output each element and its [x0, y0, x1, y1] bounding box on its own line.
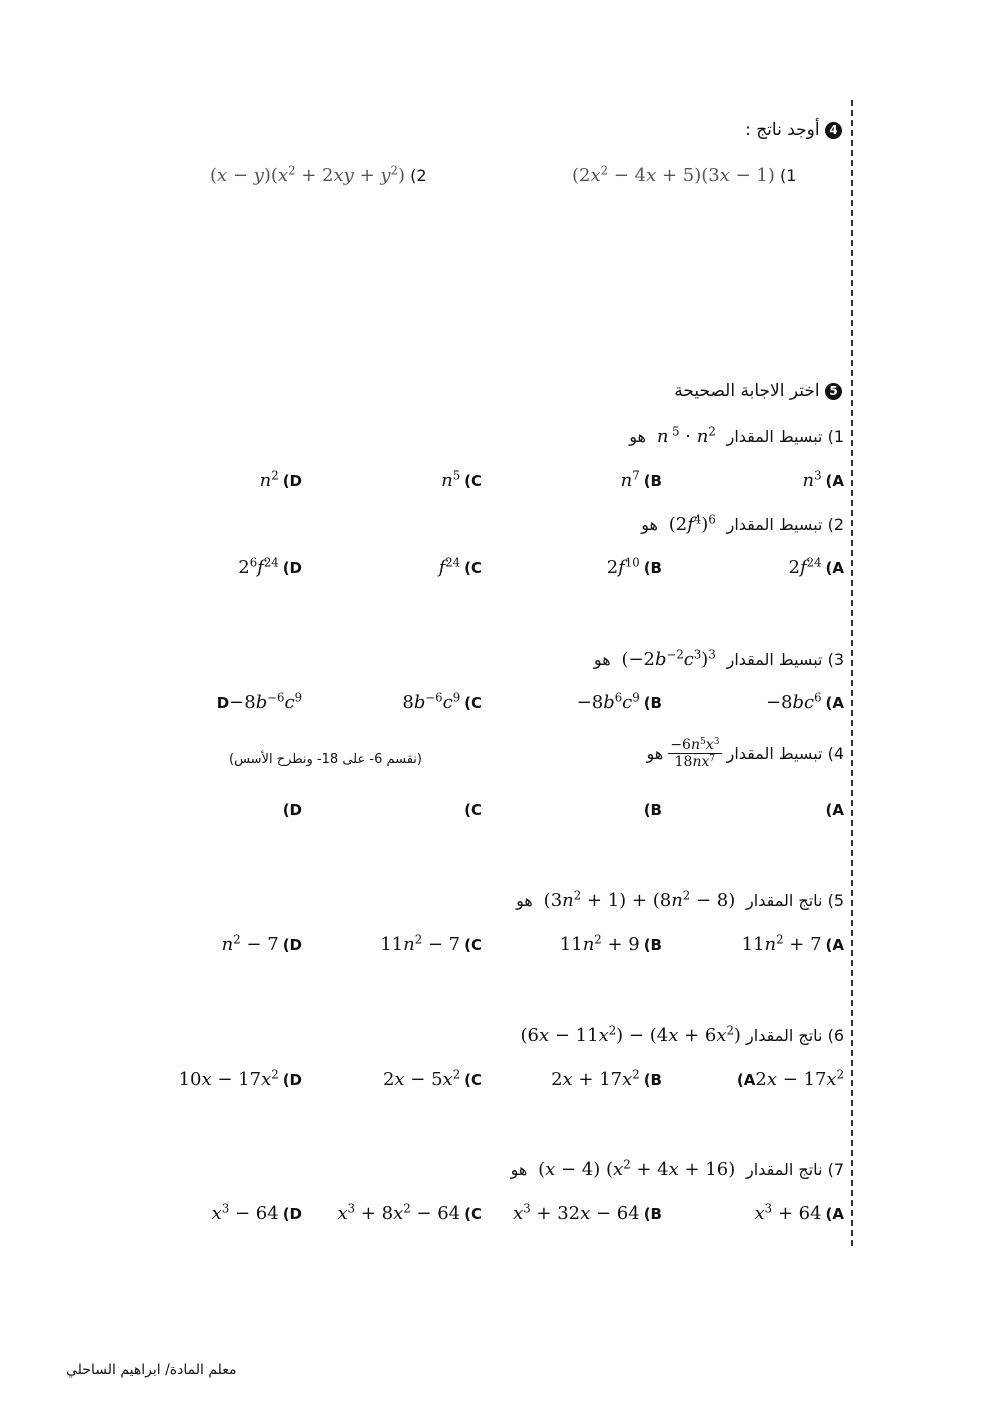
problem-1: [572, 165, 796, 186]
q6-option-c[interactable]: $2x - 5x^2$ (C: [382, 1067, 482, 1090]
question-5-expression: $(3n^2 + 1) + (8n^2 - 8)$: [537, 888, 741, 911]
q5-option-d[interactable]: $n^2 - 7$ (D: [221, 932, 302, 955]
question-6-prefix: 6) ناتج المقدار: [746, 1026, 844, 1045]
q3-option-b[interactable]: $-8b^6c^9$ (B: [576, 690, 662, 713]
problem-1-label: (1: [779, 166, 797, 185]
section5-number-icon: 5: [825, 383, 842, 400]
question-5-prefix: 5) ناتج المقدار: [746, 891, 844, 910]
q7-option-c[interactable]: $x^3 + 8x^2 - 64$ (C: [337, 1201, 482, 1224]
q2-option-c[interactable]: $f^{24}$ (C: [438, 555, 482, 578]
problem-1-expression: $(2x^2 - 4x + 5)(3x - 1)$: [572, 163, 775, 186]
section4-heading: [745, 120, 842, 140]
question-4-fraction: $\frac{-6n^5x^3}{18nx^7}$: [670, 737, 720, 771]
question-3-prefix: 3) تبسيط المقدار: [726, 650, 844, 669]
question-7: [511, 1159, 844, 1180]
problem-2-label: (2: [410, 166, 427, 185]
q1-option-c[interactable]: $n^5$ (C: [441, 468, 482, 491]
question-3-suffix: هو: [593, 650, 611, 669]
question-2-prefix: 2) تبسيط المقدار: [726, 515, 844, 534]
q7-option-a[interactable]: $x^3 + 64$ (A: [754, 1201, 844, 1224]
q7-option-b[interactable]: $x^3 + 32x - 64$ (B: [513, 1201, 662, 1224]
q6-option-d[interactable]: $10x - 17x^2$ (D: [178, 1067, 302, 1090]
question-3-expression: $(-2b^{-2}c^3)^3$: [615, 647, 716, 670]
question-7-prefix: 7) ناتج المقدار: [746, 1160, 844, 1179]
footer-teacher: معلم المادة/ ابراهيم الساحلي: [66, 1362, 237, 1378]
q5-option-b[interactable]: $11n^2 + 9$ (B: [559, 932, 662, 955]
margin-divider: [851, 100, 853, 1246]
question-2-suffix: هو: [641, 515, 658, 534]
question-6-expression: $(6x - 11x^2) - (4x + 6x^2)$: [514, 1023, 741, 1046]
question-2: [641, 514, 844, 535]
q7-option-d[interactable]: $x^3 - 64$ (D: [211, 1201, 302, 1224]
q5-option-a[interactable]: $11n^2 + 7$ (A: [741, 932, 844, 955]
q4-option-d[interactable]: (D: [282, 801, 302, 819]
q1-option-a[interactable]: $n^3$ (A: [802, 468, 844, 491]
q4-option-b[interactable]: (B: [643, 801, 662, 819]
q5-option-c[interactable]: $11n^2 - 7$ (C: [380, 932, 482, 955]
q6-option-a[interactable]: ($A2x - 17x^2$: [736, 1067, 844, 1090]
q4-option-a[interactable]: (A: [825, 801, 844, 819]
q4-option-c[interactable]: (C: [464, 801, 482, 819]
q1-option-d[interactable]: $n^2$ (D: [259, 468, 302, 491]
q2-option-d[interactable]: $2^6f^{24}$ (D: [238, 555, 302, 578]
q3-option-a[interactable]: $-8bc^6$ (A: [765, 690, 844, 713]
question-1: [629, 426, 844, 447]
problem-2-expression: $(x - y)(x^2 + 2xy + y^2)$: [210, 163, 406, 186]
question-5-suffix: هو: [516, 891, 533, 910]
question-1-suffix: هو: [629, 427, 646, 446]
question-4-suffix: هو: [646, 744, 664, 764]
question-3: [594, 649, 844, 670]
q1-option-b[interactable]: $n^7$ (B: [620, 468, 662, 491]
question-4: [647, 737, 844, 770]
question-4-prefix: 4) تبسيط المقدار: [726, 744, 844, 764]
q6-option-b[interactable]: $2x + 17x^2$ (B: [551, 1067, 662, 1090]
q3-option-c[interactable]: $8b^{-6}c^9$ (C: [402, 690, 482, 713]
section4-title: أوجد ناتج :: [745, 120, 820, 140]
question-4-hint: (نقسم 6- على 18- ونطرح الأسس): [229, 752, 422, 767]
section5-heading: [674, 381, 842, 401]
q2-option-b[interactable]: $2f^{10}$ (B: [606, 555, 662, 578]
question-5: [516, 890, 844, 911]
section5-title: اختر الاجابة الصحيحة: [674, 381, 820, 401]
question-1-expression: n $^5 \cdot n^2$: [656, 424, 716, 447]
question-7-expression: (x − 4) $(x^2 + 4x + 16)$: [532, 1157, 741, 1180]
question-7-suffix: هو: [510, 1160, 528, 1179]
section4-number-icon: 4: [825, 122, 842, 139]
question-6: [515, 1025, 844, 1046]
q3-option-d[interactable]: $D-8b^{-6}c^9$: [216, 690, 302, 713]
q2-option-a[interactable]: $2f^{24}$ (A: [788, 555, 844, 578]
problem-2: [210, 165, 427, 186]
question-1-prefix: 1) تبسيط المقدار: [726, 427, 844, 446]
question-2-expression: $(2f^4)^6$: [662, 512, 716, 535]
